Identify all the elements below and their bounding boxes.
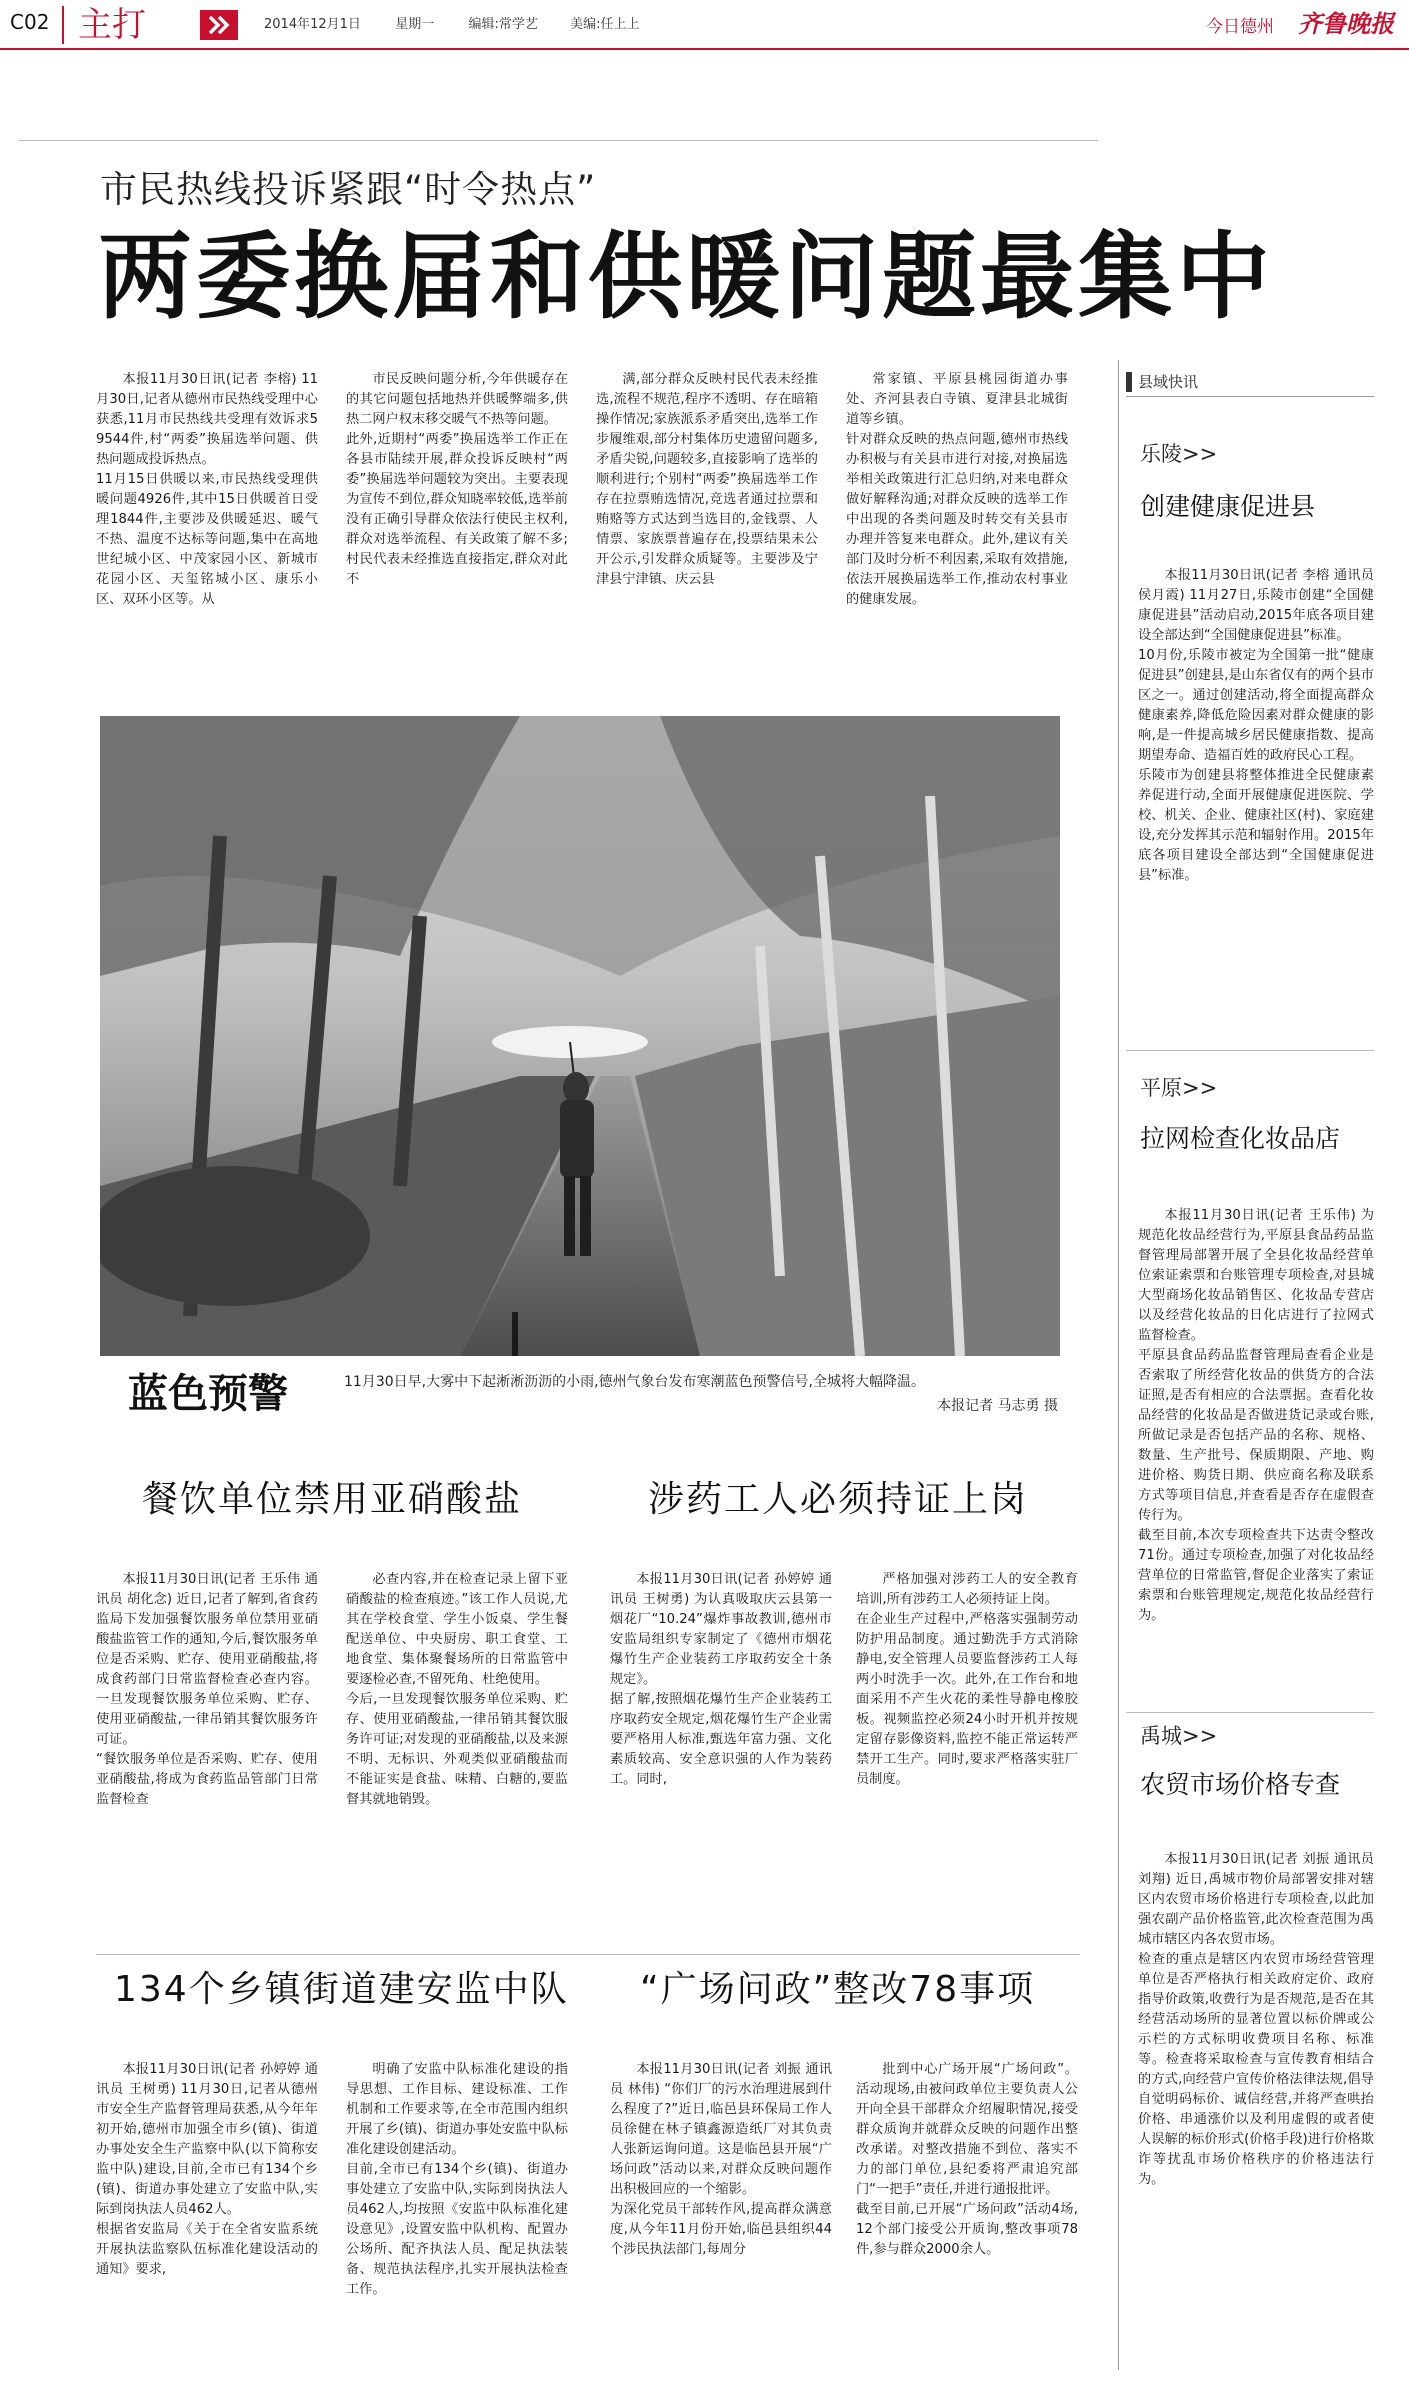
story-column-1: 本报11月30日讯(记者 李榕) 11月30日,记者从德州市民热线受理中心获悉,11月市民热线共受理有效诉求59544件,村“两委”换届选举问题、供热问题成投诉热点。 11月15日供暖以来,市民热线受理供暖问题4926件,其中15日供暖首日受理1844件,主要涉及供暖延迟、暖气不热、温度不达标等问题,集中在高地世纪城小区、中茂家园小区、新城市花园小区、天玺铭城小区、康乐小区、双环小区等。从: [96, 372, 318, 607]
story-column-2: 市民反映问题分析,今年供暖存在的其它问题包括地热并供暖弊端多,供热二网户权末移交暖气不热等问题。 此外,近期村“两委”换届选举工作正在各县市陆续开展,群众投诉反映村“两委”换届选举问题较为突出。主要表现为宣传不到位,群众知晓率较低,选举前没有正确引导群众依法行使民主权利,群众对选举流程、有关政策了解不多;村民代表未经推选直接指定,群众对此不: [346, 372, 568, 587]
header-meta: [264, 16, 640, 34]
story-headline: 两委换届和供暖问题最集中: [98, 223, 1275, 332]
article-a-column-1: 本报11月30日讯(记者 王乐伟 通讯员 胡化念) 近日,记者了解到,省食药监局下发加强餐饮服务单位禁用亚硝酸盐监管工作的通知,今后,餐饮服务单位是否采购、贮存、使用亚硝酸盐,将成食药部门日常监督检查必查内容。一旦发现餐饮服务单位采购、贮存、使用亚硝酸盐,一律吊销其餐饮服务许可证。 “餐饮服务单位是否采购、贮存、使用亚硝酸盐,将成为食药监品管部门日常监督检查: [96, 1572, 318, 1807]
section-divider: [62, 6, 64, 44]
issue-date: 2014年12月1日: [264, 17, 361, 32]
rail-item-1-title: 创建健康促进县: [1140, 492, 1316, 521]
article-a-column-2: 必查内容,并在检查记录上留下亚硝酸盐的检查痕迹。”该工作人员说,尤其在学校食堂、学生小饭桌、学生餐配送单位、中央厨房、职工食堂、工地食堂、集体聚餐场所的日常监管中要逐检必查,不留死角、杜绝使用。 今后,一旦发现餐饮服务单位采购、贮存、使用亚硝酸盐,一律吊销其餐饮服务许可证;对发现的亚硝酸盐,以及来源不明、无标识、外观类似亚硝酸盐而不能证实是食盐、味精、白糖的,要监督其就地销毁。: [346, 1572, 568, 1807]
header-rule: [0, 48, 1409, 50]
issue-weekday: 星期一: [395, 17, 435, 32]
top-divider: [18, 140, 1098, 141]
article-d-column-2: 批到中心广场开展“广场问政”。活动现场,由被问政单位主要负责人公开向全县干部群众介绍履职情况,接受群众质询并就群众反映的问题作出整改承诺。对整改措施不到位、落实不力的部门单位,县纪委将严肃追究部门“一把手”责任,并进行通报批评。 截至目前,已开展“广场问政”活动4场,12个部门接受公开质询,整改事项78件,参与群众2000余人。: [856, 2062, 1078, 2257]
photo-title: 蓝色预警: [128, 1371, 288, 1417]
article-b-column-2: 严格加强对涉药工人的安全教育培训,所有涉药工人必须持证上岗。 在企业生产过程中,严格落实强制劳动防护用品制度。通过勤洗手方式消除静电,安全管理人员要监督涉药工人每两小时洗手一次。此外,在工作台和地面采用不产生火花的柔性导静电橡胶板。视频监控必须24小时开机并按规定留存影像资料,监控不能正常运转严禁开工生产。同时,要求严格落实驻厂员制度。: [856, 1572, 1078, 1787]
editor-credit: 编辑:常学艺: [468, 17, 538, 32]
news-photo: [100, 716, 1060, 1356]
article-c-title: 134个乡镇街道建安监中队: [114, 1969, 569, 2010]
rail-label-bar: [1126, 372, 1132, 392]
rainy-street-photo: [100, 716, 1060, 1356]
photo-caption: 11月30日早,大雾中下起淅淅沥沥的小雨,德州气象台发布寒潮蓝色预警信号,全城将大幅降温。: [344, 1374, 925, 1390]
rail-item-3-title: 农贸市场价格专查: [1140, 1770, 1341, 1799]
header-right-label: 今日德州: [1206, 17, 1274, 37]
story-column-4: 常家镇、平原县桃园街道办事处、齐河县表白寺镇、夏津县北城街道等乡镇。 针对群众反映的热点问题,德州市热线办积极与有关县市进行对接,对换届选举相关政策进行汇总归纳,对来电群众做好解释沟通;对群众反映的选举工作中出现的各类问题及时转交有关县市办理并答复来电群众。此外,建议有关部门及时分析不利因素,采取有效措施,依法开展换届选举工作,推动农村事业的健康发展。: [846, 372, 1068, 607]
rail-item-3-body: 本报11月30日讯(记者 刘振 通讯员 刘翔) 近日,禹城市物价局部署安排对辖区内农贸市场价格进行专项检查,以此加强农副产品价格监管,此次检查范围为禹城市辖区内各农贸市场。 检查的重点是辖区内农贸市场经营管理单位是否严格执行相关政府定价、政府指导价政策,收费行为是否规范,是否在其经营活动场所的显著位置以标价牌或公示栏的方式标明收费项目名称、标准等。检查将采取检查与宣传教育相结合的方式,向经营户宣传价格法律法规,倡导自觉明码标价、诚信经营,并将严查哄抬价格、串通涨价以及利用虚假的或者使人误解的标价形式(价格手段)进行价格欺诈等扰乱市场价格秩序的价格违法行为。: [1138, 1852, 1374, 2187]
page-code: C02: [10, 10, 50, 34]
rail-divider-1: [1126, 1050, 1374, 1051]
page-header: [0, 0, 1409, 52]
rail-label-rule: [1126, 396, 1374, 397]
story-kicker: 市民热线投诉紧跟“时令热点”: [100, 168, 597, 211]
article-c-column-1: 本报11月30日讯(记者 孙婷婷 通讯员 王树勇) 11月30日,记者从德州市安全生产监督管理局获悉,从今年年初开始,德州市加强全市乡(镇)、街道办事处安全生产监察中队(以下简称安监中队)建设,目前,全市已有134个乡(镇)、街道办事处建立了安监中队,实际到岗执法人员462人。 根据省安监局《关于在全省安监系统开展执法监察队伍标准化建设活动的通知》要求,: [96, 2062, 318, 2277]
rail-divider-2: [1126, 1712, 1374, 1713]
article-c-column-2: 明确了安监中队标准化建设的指导思想、工作目标、建设标准、工作机制和工作要求等,在全市范围内组织开展了乡(镇)、街道办事处安监中队标准化建设创建活动。 目前,全市已有134个乡(镇)、街道办事处建立了安监中队,实际到岗执法人员462人,均按照《安监中队标准化建设意见》,设置安监中队机构、配置办公场所、配齐执法人员、配足执法装备、规范执法程序,扎实开展执法检查工作。: [346, 2062, 568, 2297]
rail-item-1-place: 乐陵>>: [1140, 442, 1218, 466]
section-title: 主打: [78, 5, 146, 45]
rail-item-3-place: 禹城>>: [1140, 1724, 1218, 1748]
article-d-title: “广场问政”整改78事项: [640, 1969, 1036, 2010]
mid-divider: [96, 1954, 1080, 1955]
paper-logo: 齐鲁晚报: [1298, 9, 1394, 38]
article-d-column-1: 本报11月30日讯(记者 刘振 通讯员 林伟) “你们厂的污水治理进展到什么程度了?”近日,临邑县环保局工作人员徐健在林子镇鑫源造纸厂对其负责人张新运询问道。这是临邑县开展“广场问政”活动以来,对群众反映问题作出积极回应的一个缩影。 为深化党员干部转作风,提高群众满意度,从今年11月份开始,临邑县组织44个涉民执法部门,每周分: [610, 2062, 832, 2257]
rail-item-2-title: 拉网检查化妆品店: [1140, 1124, 1341, 1153]
rail-item-1-body: 本报11月30日讯(记者 李榕 通讯员 侯月霞) 11月27日,乐陵市创建“全国健康促进县”活动启动,2015年底各项目建设全部达到“全国健康促进县”标准。 10月份,乐陵市被定为全国第一批“健康促进县”创建县,是山东省仅有的两个县市区之一。通过创建活动,将全面提高群众健康素养,降低危险因素对群众健康的影响,是一件提高城乡居民健康指数、提高期望寿命、造福百姓的政府民心工程。 乐陵市为创建县将整体推进全民健康素养促进行动,全面开展健康促进医院、学校、机关、企业、健康社区(村)、家庭建设,充分发挥其示范和辐射作用。2015年底各项目建设全部达到“全国健康促进县”标准。: [1138, 568, 1374, 883]
right-rail-border: [1118, 360, 1119, 2370]
story-column-3: 满,部分群众反映村民代表未经推选,流程不规范,程序不透明、存在暗箱操作情况;家族派系矛盾突出,选举工作步履维艰,部分村集体历史遗留问题多,矛盾尖锐,问题较多,直接影响了选举的顺利进行;个别村“两委”换届选举工作存在拉票贿选情况,竞选者通过拉票和贿赂等方式达到当选目的,金钱票、人情票、家族票普遍存在,投票结果未公开公示,引发群众质疑等。主要涉及宁津县宁津镇、庆云县: [596, 372, 818, 587]
article-b-title: 涉药工人必须持证上岗: [648, 1479, 1029, 1520]
designer-credit: 美编:任上上: [570, 17, 640, 32]
rail-item-2-body: 本报11月30日讯(记者 王乐伟) 为规范化妆品经营行为,平原县食品药品监督管理局部署开展了全县化妆品经营单位索证索票和台账管理专项检查,对县城大型商场化妆品销售区、化妆品专营店以及经营化妆品的日化店进行了拉网式监督检查。 平原县食品药品监督管理局查看企业是否索取了所经营化妆品的供货方的合法证照,是否有相应的合法票据。查看化妆品经营的化妆品是否做进货记录或台账,所做记录是否包括产品的名称、规格、数量、生产批号、保质期限、产地、购进价格、购货日期、供应商名称及联系方式等项目信息,并查看是否存在虚假查传行为。 截至目前,本次专项检查共下达责令整改71份。通过专项检查,加强了对化妆品经营单位的日常监管,督促企业落实了索证索票和台账管理规定,规范化妆品经营行为。: [1138, 1208, 1374, 1623]
rail-label: 县域快讯: [1138, 373, 1199, 391]
photo-credit: 本报记者 马志勇 摄: [937, 1398, 1058, 1414]
article-a-title: 餐饮单位禁用亚硝酸盐: [142, 1479, 523, 1520]
article-b-column-1: 本报11月30日讯(记者 孙婷婷 通讯员 王树勇) 为认真吸取庆云县第一烟花厂“10.24”爆炸事故教训,德州市安监局组织专家制定了《德州市烟花爆竹生产企业装药工序取药安全十条规定》。 据了解,按照烟花爆竹生产企业装药工序取药安全规定,烟花爆竹生产企业需要严格用人标准,甄选年富力强、文化素质较高、安全意识强的人作为装药工。同时,: [610, 1572, 832, 1787]
rail-item-2-place: 平原>>: [1140, 1076, 1218, 1100]
section-arrow-icon: [200, 10, 238, 40]
